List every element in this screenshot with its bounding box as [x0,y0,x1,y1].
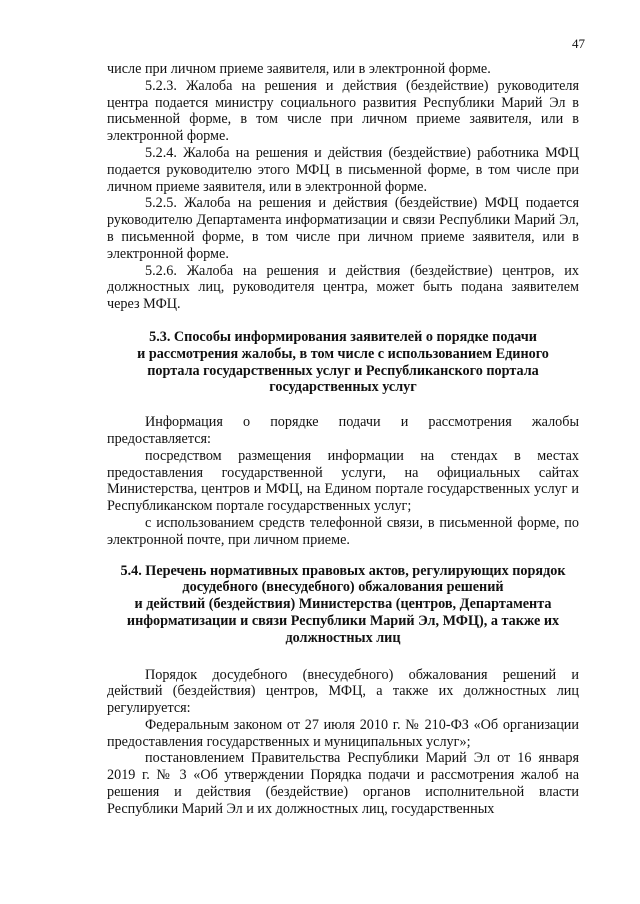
heading-line: и действий (бездействия) Министерства (центров, Департамента [134,596,552,613]
paragraph-information: Информация о порядке подачи и рассмотрения жалобы предоставляется: [107,414,579,447]
paragraph-federal-law: Федеральным законом от 27 июля 2010 г. № 210-ФЗ «Об организации предоставления государственных и муниципальных услуг»; [107,716,579,750]
document-body [107,61,579,818]
heading-line: информатизации и связи Республики Марий Эл, МФЦ), а также их [126,612,560,629]
heading-line: досудебного (внесудебного) обжалования решений [182,579,504,596]
section-heading-5-4 [107,563,579,647]
heading-line: и рассмотрения жалобы, в том числе с использованием Единого [137,345,549,362]
paragraph-procedure: Порядок досудебного (внесудебного) обжалования решений и действий (бездействия) центров, МФЦ, а также их должностных лиц регулируется: [107,666,579,717]
paragraph-telephone: с использованием средств телефонной связи, в письменной форме, по электронной почте, при личном приеме. [107,514,579,548]
heading-line: 5.4. Перечень нормативных правовых актов, регулирующих порядок [120,562,566,579]
section-heading-5-3 [107,329,579,396]
page-number: 47 [572,36,585,51]
paragraph-5-2-5: 5.2.5. Жалоба на решения и действия (бездействие) МФЦ подается руководителю Департамента информатизации и связи Республики Марий Эл, в письменной форме, в том числе при личном приеме заявителя, или в электронной форме. [107,195,579,262]
paragraph-continuation: числе при личном приеме заявителя, или в электронной форме. [107,61,491,77]
paragraph-5-2-3: 5.2.3. Жалоба на решения и действия (бездействие) руководителя центра подается министру социального развития Республики Марий Эл в письменной форме, в том числе при личном приеме заявителя, или в электронной форме. [107,77,579,145]
paragraph-5-2-4: 5.2.4. Жалоба на решения и действия (бездействие) работника МФЦ подается руководителю этого МФЦ в письменной форме, в том числе при личном приеме заявителя, или в электронной форме. [107,144,579,195]
paragraph-5-2-6: 5.2.6. Жалоба на решения и действия (бездействие) центров, их должностных лиц, руководителя центра, может быть подана заявителем через МФЦ. [107,262,579,313]
heading-line: 5.3. Способы информирования заявителей о порядке подачи [149,328,537,345]
heading-line: должностных лиц [285,629,401,646]
paragraph-stands: посредством размещения информации на стендах в местах предоставления государственной услуги, на официальных сайтах Министерства, центров и МФЦ, на Едином портале государственных услуг и Республиканском портале государственных услуг; [107,447,579,515]
heading-line: государственных услуг [269,379,417,396]
heading-line: портала государственных услуг и Республиканского портала [147,362,539,379]
paragraph-resolution: постановлением Правительства Республики Марий Эл от 16 января 2019 г. № 3 «Об утверждении Порядка подачи и рассмотрения жалоб на решения и действия (бездействие) органов исполнительной власти Республики Марий Эл и их должностных лиц, государственных [107,750,579,817]
